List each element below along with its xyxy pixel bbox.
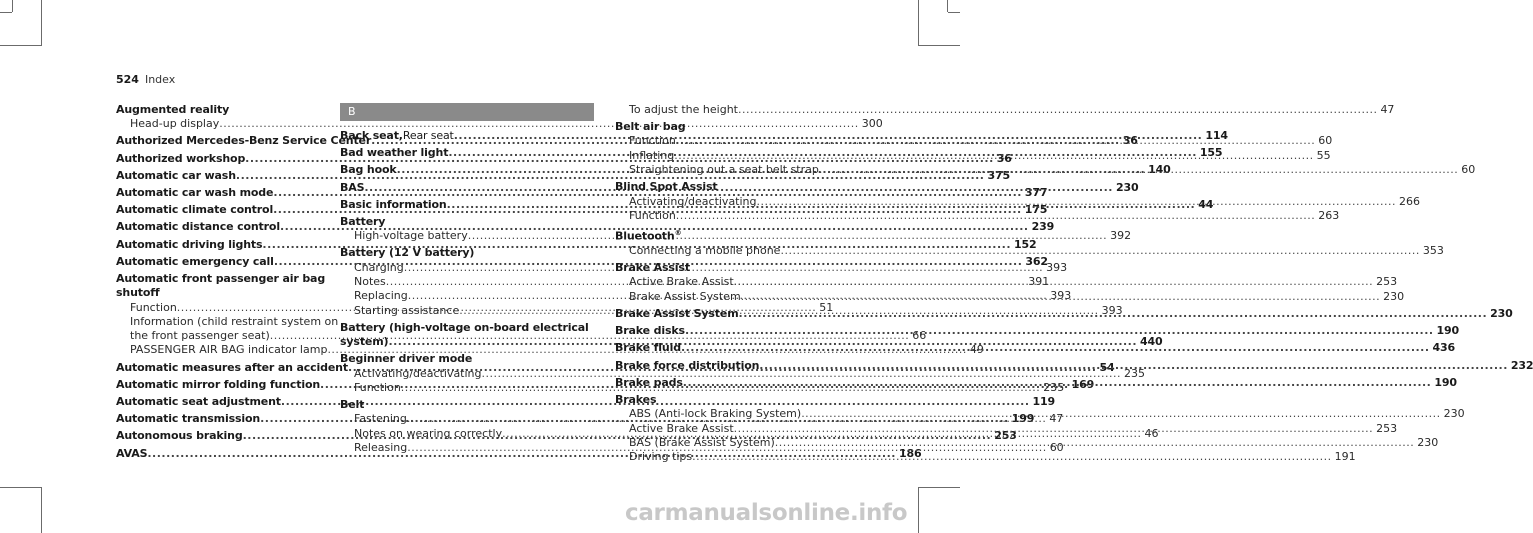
entry-text: ABS (Anti-lock Braking System) (629, 407, 802, 421)
page-ref[interactable]: 199 (1011, 412, 1035, 426)
page-ref[interactable]: 230 (1417, 435, 1439, 449)
entry-text: Brake fluid (615, 341, 681, 355)
entry-heading[interactable] (615, 226, 869, 244)
entry-heading-text: Bluetooth (615, 229, 675, 243)
page-ref[interactable]: 393 (1101, 303, 1123, 317)
entry-heading-text: Augmented reality (116, 103, 230, 116)
crop-mark (0, 45, 42, 46)
page-ref[interactable]: 55 (1316, 148, 1331, 162)
leader-dots (739, 307, 1488, 321)
registered-mark: ® (674, 229, 682, 238)
entry-heading[interactable] (615, 180, 869, 194)
page-ref[interactable]: 375 (987, 168, 1010, 182)
entry-text: Starting assistance (354, 303, 460, 317)
page-ref[interactable]: 169 (1071, 377, 1095, 391)
entry-text: Function (629, 134, 676, 148)
leader-dots (676, 134, 1315, 148)
page-ref[interactable]: 263 (1318, 208, 1340, 222)
page-ref[interactable]: 230 (1443, 407, 1465, 421)
page-ref[interactable]: 440 (1140, 335, 1163, 349)
leader-dots (692, 450, 1331, 464)
entry-text: Brake force distribution (615, 358, 760, 372)
page-ref[interactable]: 46 (1144, 426, 1159, 440)
entry-text: To adjust the height (629, 103, 738, 116)
entry-text: Releasing (354, 440, 408, 454)
crop-mark (948, 12, 960, 13)
watermark: carmanualsonline.info (625, 500, 908, 526)
entry-text: Function (354, 380, 401, 394)
crop-mark (947, 0, 948, 12)
page-ref[interactable]: 155 (1199, 146, 1223, 160)
entry-heading-text: Belt (340, 398, 365, 412)
page-ref[interactable]: 47 (1049, 412, 1064, 426)
entry-heading-text: Brakes (615, 392, 657, 406)
entry-heading[interactable] (340, 215, 594, 229)
leader-dots (759, 359, 1508, 373)
leader-dots (819, 163, 1458, 177)
page-ref[interactable]: 300 (861, 117, 883, 131)
entry-text: Brake Assist System (629, 289, 741, 303)
page-ref[interactable]: 230 (1490, 306, 1513, 320)
entry-text: Automatic car wash (116, 168, 236, 182)
page-ref[interactable]: 60 (1049, 440, 1064, 454)
entry-heading-text: Battery (12 V battery) (340, 246, 475, 260)
entry-text: Automatic measures after an accident (116, 360, 348, 374)
entry-text: Automatic distance control (116, 220, 280, 234)
entry-text: Bad weather light (340, 146, 449, 160)
page-ref[interactable]: 54 (1099, 360, 1115, 374)
page-ref[interactable]: 391 (1028, 275, 1050, 289)
entry-text: Straightening out a seat belt strap (629, 163, 819, 177)
entry-text: Active Brake Assist (629, 275, 734, 289)
entry-text: AVAS (116, 446, 148, 460)
leader-dots (676, 209, 1315, 223)
entry-see-also: Rear seat (402, 129, 454, 142)
entry-text: Automatic transmission (116, 412, 261, 426)
entry-text: Automatic climate control (116, 203, 274, 217)
entry-text: system) (340, 335, 389, 349)
entry-text: Brake Assist System (615, 306, 739, 320)
entry-heading[interactable] (615, 120, 869, 134)
index-entry (615, 103, 1395, 117)
leader-dots (674, 149, 1313, 163)
entry-text: Bag hook (340, 163, 397, 177)
page-ref[interactable]: 353 (1422, 244, 1444, 257)
leader-dots (683, 376, 1432, 390)
entry-text: Fastening (354, 412, 407, 426)
crop-mark (918, 0, 919, 46)
entry-text: the front passenger seat) (130, 329, 270, 343)
entry-text: Automatic driving lights (116, 237, 263, 251)
entry-text: Basic information (340, 197, 447, 211)
entry-text: Automatic mirror folding function (116, 377, 321, 391)
entry-text: High-voltage battery (354, 229, 468, 243)
leader-dots (741, 290, 1380, 304)
page-ref[interactable]: 66 (912, 329, 927, 343)
leader-dots (734, 275, 1373, 289)
entry-text: Activating/deactivating (354, 366, 482, 380)
page-ref[interactable]: 253 (994, 429, 1017, 443)
leader-dots (681, 341, 1430, 355)
page-ref[interactable]: 186 (898, 446, 922, 460)
page-ref[interactable]: 392 (1110, 229, 1132, 243)
leader-dots (801, 407, 1440, 421)
sub-entry-row (615, 103, 1395, 117)
crop-mark (12, 0, 13, 12)
page-ref[interactable]: 266 (1398, 194, 1420, 208)
crop-mark (0, 487, 42, 488)
entry-text: Function (629, 208, 676, 222)
page-ref[interactable]: 253 (1376, 275, 1398, 289)
sub-entry-text: Information (child restraint system on (130, 314, 339, 328)
page-ref[interactable]: 60 (1318, 134, 1333, 148)
entry-heading[interactable] (615, 393, 869, 407)
entry-text: PASSENGER AIR BAG indicator lamp (130, 343, 328, 357)
page-ref[interactable]: 44 (1198, 197, 1214, 211)
page-ref[interactable]: 393 (1046, 260, 1068, 274)
page-ref[interactable]: 235 (1043, 380, 1065, 394)
entry-text: Activating/deactivating (629, 194, 757, 208)
page-ref[interactable]: 362 (1025, 254, 1048, 268)
leader-dots (780, 244, 1419, 258)
page-ref[interactable]: 235 (1123, 366, 1145, 380)
entry-text: Back seat, (340, 129, 403, 142)
entry-text: Function (130, 300, 177, 314)
page-ref[interactable]: 175 (1024, 203, 1048, 217)
entry-text: Head-up display (130, 117, 220, 131)
section-title: Index (144, 73, 176, 86)
page-ref[interactable]: 190 (1434, 375, 1457, 389)
entry-heading[interactable] (340, 352, 594, 366)
entry-heading[interactable] (116, 103, 370, 117)
leader-dots (734, 422, 1373, 436)
page-ref[interactable]: 239 (1031, 220, 1055, 234)
page-header (116, 73, 175, 86)
entry-heading-text: Automatic front passenger air bag shutoff (116, 271, 326, 300)
leader-dots (738, 103, 1377, 117)
entry-text: Automatic car wash mode (116, 186, 274, 200)
entry-text: Brake pads (615, 375, 683, 389)
leader-dots (685, 324, 1434, 338)
entry-heading-text: Belt air bag (615, 120, 686, 134)
entry-heading[interactable] (615, 261, 869, 275)
entry-text: Automatic seat adjustment (116, 395, 281, 409)
entry-heading-text: Blind Spot Assist (615, 180, 718, 194)
crop-mark (918, 487, 960, 488)
page-ref[interactable]: 119 (1032, 395, 1056, 409)
entry-heading[interactable] (340, 246, 594, 260)
page-ref[interactable]: 253 (1376, 421, 1398, 435)
page-ref[interactable]: 36 (1122, 134, 1138, 148)
page-ref[interactable]: 60 (1461, 163, 1476, 177)
entry-text: Autonomous braking (116, 429, 243, 443)
entry-text: Inflating (629, 148, 675, 162)
entry-heading[interactable] (116, 272, 370, 301)
entry-text: BAS (340, 180, 365, 194)
page-ref[interactable]: 152 (1014, 237, 1037, 251)
page-ref[interactable]: 51 (819, 300, 834, 314)
entry-heading-text: Battery (340, 214, 386, 228)
entry-text: Brake disks (615, 324, 685, 338)
crop-mark (918, 45, 960, 46)
page-ref[interactable]: 377 (1024, 186, 1048, 200)
entry-heading[interactable]: Battery (high-voltage on-board electrical (340, 320, 589, 334)
entry-text: Notes on wearing correctly (354, 426, 503, 440)
letter-section-header: B (340, 103, 594, 121)
page-ref[interactable]: 393 (1050, 289, 1072, 303)
entry-text: Connecting a mobile phone (629, 244, 781, 257)
entry-heading[interactable] (340, 398, 594, 412)
page-ref[interactable]: 230 (1383, 289, 1405, 303)
entry-text: Driving tips (629, 450, 693, 464)
page-ref[interactable]: 190 (1436, 324, 1460, 338)
page-ref[interactable]: 232 (1510, 358, 1533, 372)
entry-text: Active Brake Assist (629, 421, 734, 435)
entry-text: Charging (354, 260, 404, 274)
crop-mark (41, 0, 42, 46)
page-ref[interactable]: 47 (1380, 103, 1395, 116)
entry-text: Authorized workshop (116, 151, 246, 165)
crop-mark (41, 487, 42, 533)
leader-dots (775, 436, 1414, 450)
entry-text: BAS (Brake Assist System) (629, 435, 775, 449)
entry-heading-text: Beginner driver mode (340, 352, 473, 366)
crop-mark (918, 487, 919, 533)
page-ref[interactable]: 114 (1205, 129, 1228, 142)
entry-text: Notes (354, 275, 386, 289)
page-ref[interactable]: 140 (1148, 163, 1171, 177)
entry-text: Replacing (354, 289, 408, 303)
entry-text: Authorized Mercedes-Benz Service Center (116, 134, 372, 148)
entry-heading-text: Brake Assist (615, 261, 690, 275)
page-ref[interactable]: 49 (969, 343, 984, 357)
entry-text: Automatic emergency call (116, 254, 274, 268)
page-ref[interactable]: 191 (1334, 450, 1356, 464)
page-number: 524 (116, 73, 139, 86)
crop-mark (0, 12, 12, 13)
page-ref[interactable]: 36 (996, 151, 1012, 165)
leader-dots (757, 195, 1396, 209)
page-ref[interactable]: 230 (1115, 180, 1139, 194)
page-ref[interactable]: 436 (1432, 341, 1456, 355)
